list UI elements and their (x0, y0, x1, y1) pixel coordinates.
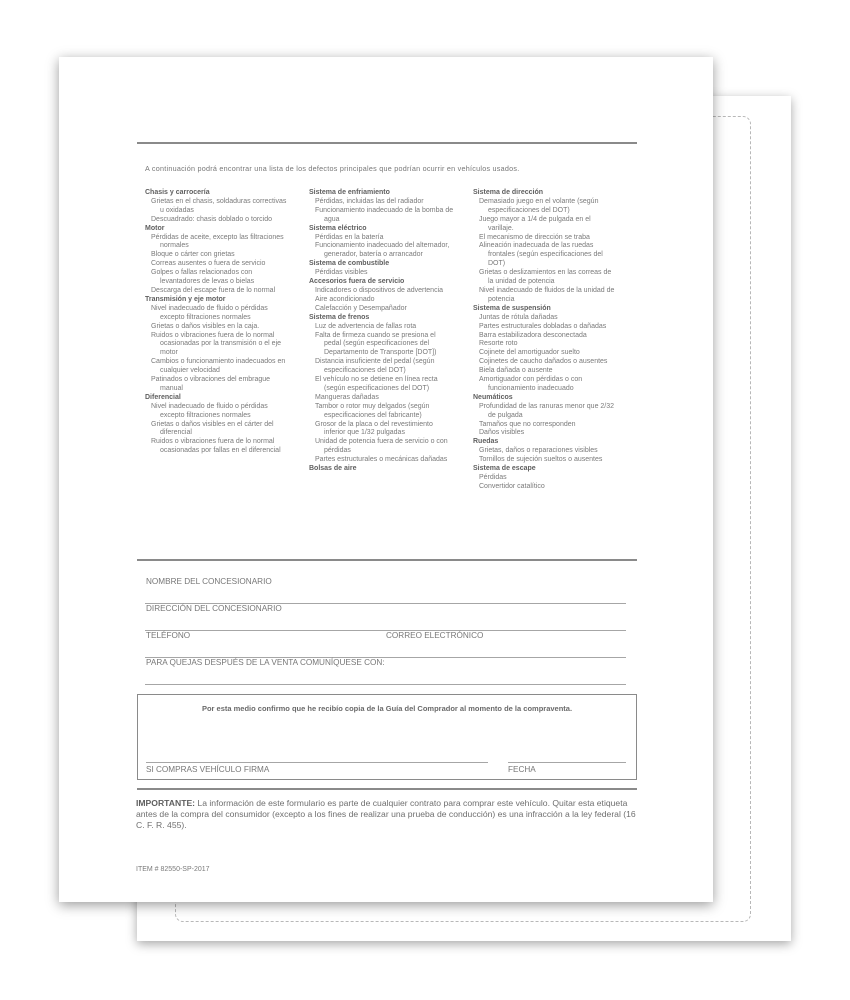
date-label: FECHA (508, 765, 536, 774)
defect-item: Ruidos o vibraciones fuera de lo normal ocasionadas por fallas en el diferencial (151, 438, 281, 455)
defect-item: Grietas o daños visibles en el cárter del diferencial (151, 420, 274, 437)
defect-category-heading: Sistema de combustible (309, 260, 390, 268)
bottom-rule (137, 788, 637, 790)
defect-item: Juego mayor a 1/4 de pulgada en el varillaje. (479, 215, 591, 232)
defect-category-heading: Sistema de enfriamiento (309, 189, 390, 196)
defect-item: Grietas en el chasis, soldaduras correctivas u oxidadas (151, 197, 287, 214)
signature-box (137, 694, 637, 780)
defect-item: Patinados o vibraciones del embrague manual (151, 376, 271, 392)
important-text: La información de este formulario es parte de cualquier contrato para comprar este vehículo. Quitar esta etiqueta antes de la compra del consumidor (excepto a los fines de realizar una prueba de conducción) es una infracción a la ley federal (16 C. F. R. 455). (136, 798, 636, 831)
defect-item: Mangueras dañadas (315, 393, 379, 401)
defect-item: Nivel inadecuado de fluidos de la unidad de potencia (479, 286, 615, 303)
defect-category-heading: Sistema de dirección (473, 189, 544, 196)
date-line[interactable] (508, 762, 626, 763)
receipt-confirmation: Por esta medio confirmo que he recibío copia de la Guía del Comprador al momento de la compraventa. (201, 704, 573, 713)
defect-category-heading: Diferencial (145, 393, 181, 401)
defect-item: Golpes o fallas relacionados con levantadores de levas o bielas (151, 269, 255, 286)
top-rule (137, 142, 637, 144)
defect-item: Bloque o cárter con grietas (151, 251, 235, 259)
defect-category-heading: Accesorios fuera de servicio (309, 278, 405, 286)
defect-item: Juntas de rótula dañadas (479, 313, 558, 321)
defect-item: Distancia insuficiente del pedal (según especificaciones del DOT) (315, 358, 435, 375)
defect-item: Pérdidas en la batería (315, 233, 384, 241)
defect-item: Daños visibles (479, 429, 525, 437)
signature-label: SI COMPRAS VEHÍCULO FIRMA (146, 765, 270, 774)
defect-category-heading: Sistema de suspensión (473, 304, 551, 312)
defect-item: El mecanismo de dirección se traba (479, 233, 590, 241)
email-label: CORREO ELECTRÓNICO (386, 631, 484, 640)
defect-item: Demasiado juego en el volante (según especificaciones del DOT) (479, 197, 599, 214)
defect-category-heading: Transmisión y eje motor (145, 295, 226, 303)
defect-item: Grietas, daños o reparaciones visibles (479, 447, 598, 455)
defect-category-heading: Motor (145, 224, 165, 232)
defect-item: Barra estabilizadora desconectada (479, 331, 587, 339)
defect-item: Resorte roto (479, 340, 518, 348)
defect-item: Tambor o rotor muy delgados (según especificaciones del fabricante) (315, 402, 430, 419)
defect-item: Cojinetes de caucho dañados o ausentes (479, 358, 608, 366)
defect-item: Ruidos o vibraciones fuera de lo normal ocasionadas por la transmisión o el eje motor (151, 331, 282, 357)
defect-item: Pérdidas visibles (315, 269, 368, 277)
defect-category-heading: Neumáticos (473, 393, 513, 401)
dealer-address-label: DIRECCIÓN DEL CONCESIONARIO (146, 604, 282, 613)
defect-category-heading: Bolsas de aire (309, 465, 357, 473)
defect-item: Correas ausentes o fuera de servicio (151, 260, 266, 268)
phone-label: TELÉFONO (146, 631, 191, 640)
defect-item: El vehículo no se detiene en línea recta (según especificaciones del DOT) (315, 376, 438, 392)
item-number: ITEM # 82550-SP-2017 (136, 866, 210, 873)
defect-item: Cambios o funcionamiento inadecuados en cualquier velocidad (151, 358, 286, 375)
defect-item: Descarga del escape fuera de lo normal (151, 286, 276, 294)
defect-item: Alineación inadecuada de las ruedas frontales (según especificaciones del DOT) (479, 242, 603, 268)
defect-item: Funcionamiento inadecuado del alternador, generador, batería o arrancador (315, 242, 450, 259)
defect-item: Pérdidas de aceite, excepto las filtraciones normales (151, 233, 284, 250)
defect-category-heading: Sistema de frenos (309, 313, 370, 321)
defect-item: Grietas o deslizamientos en las correas de la unidad de potencia (479, 269, 612, 286)
defect-item: Partes estructurales o mecánicas dañadas (315, 456, 448, 464)
section-rule (137, 559, 637, 561)
defect-item: Nivel inadecuado de fluido o pérdidas excepto filtraciones normales (151, 304, 268, 321)
defect-item: Luz de advertencia de fallas rota (315, 322, 417, 330)
defect-item: Calefacción y Desempañador (315, 304, 407, 312)
defect-item: Partes estructurales dobladas o dañadas (479, 322, 607, 330)
intro-text: A continuación podrá encontrar una lista de los defectos principales que podrían ocurrir en vehículos usados. (145, 164, 520, 173)
defect-item: Profundidad de las ranuras menor que 2/32 de pulgada (479, 402, 615, 419)
defect-item: Funcionamiento inadecuado de la bomba de agua (315, 206, 454, 223)
defects-column-3 (473, 189, 635, 492)
defect-item: Cojinete del amortiguador suelto (479, 349, 580, 357)
defect-item: Indicadores o dispositivos de advertencia (315, 286, 444, 294)
dealer-name-label: NOMBRE DEL CONCESIONARIO (146, 577, 272, 586)
defects-column-2 (309, 189, 471, 474)
defect-item: Grosor de la placa o del revestimiento inferior que 1/32 pulgadas (315, 420, 433, 437)
defect-item: Tamaños que no corresponden (479, 420, 576, 428)
defect-category-heading: Sistema de escape (473, 465, 536, 473)
defect-category-heading: Ruedas (473, 438, 499, 446)
defect-item: Grietas o daños visibles en la caja. (151, 322, 260, 330)
defect-item: Pérdidas (479, 474, 507, 481)
defect-item: Nivel inadecuado de fluido o pérdidas excepto filtraciones normales (151, 402, 268, 419)
buyers-guide-form (59, 57, 713, 902)
defect-item: Biela dañada o ausente (479, 367, 553, 375)
defect-category-heading: Chasis y carrocería (145, 189, 210, 196)
defect-item: Descuadrado: chasis doblado o torcido (151, 215, 273, 223)
signature-line[interactable] (146, 762, 488, 763)
defect-item: Amortiguador con pérdidas o con funcionamiento inadecuado (479, 376, 583, 392)
defect-item: Falta de firmeza cuando se presiona el pedal (según especificaciones del Departamento de Transporte [DOT]) (315, 331, 437, 357)
complaints-field[interactable] (145, 684, 626, 685)
important-label: IMPORTANTE: (136, 798, 196, 808)
complaints-label: PARA QUEJAS DESPUÉS DE LA VENTA COMUNÍQUESE CON: (146, 658, 385, 667)
defect-item: Aire acondicionado (315, 295, 375, 303)
important-notice (136, 798, 636, 832)
defect-item: Convertidor catalítico (479, 482, 545, 490)
defect-item: Unidad de potencia fuera de servicio o con pérdidas (315, 438, 448, 455)
defect-item: Tornillos de sujeción sueltos o ausentes (479, 456, 603, 464)
defect-item: Pérdidas, incluidas las del radiador (315, 197, 424, 205)
defects-column-1 (145, 189, 307, 456)
defect-category-heading: Sistema eléctrico (309, 224, 367, 232)
